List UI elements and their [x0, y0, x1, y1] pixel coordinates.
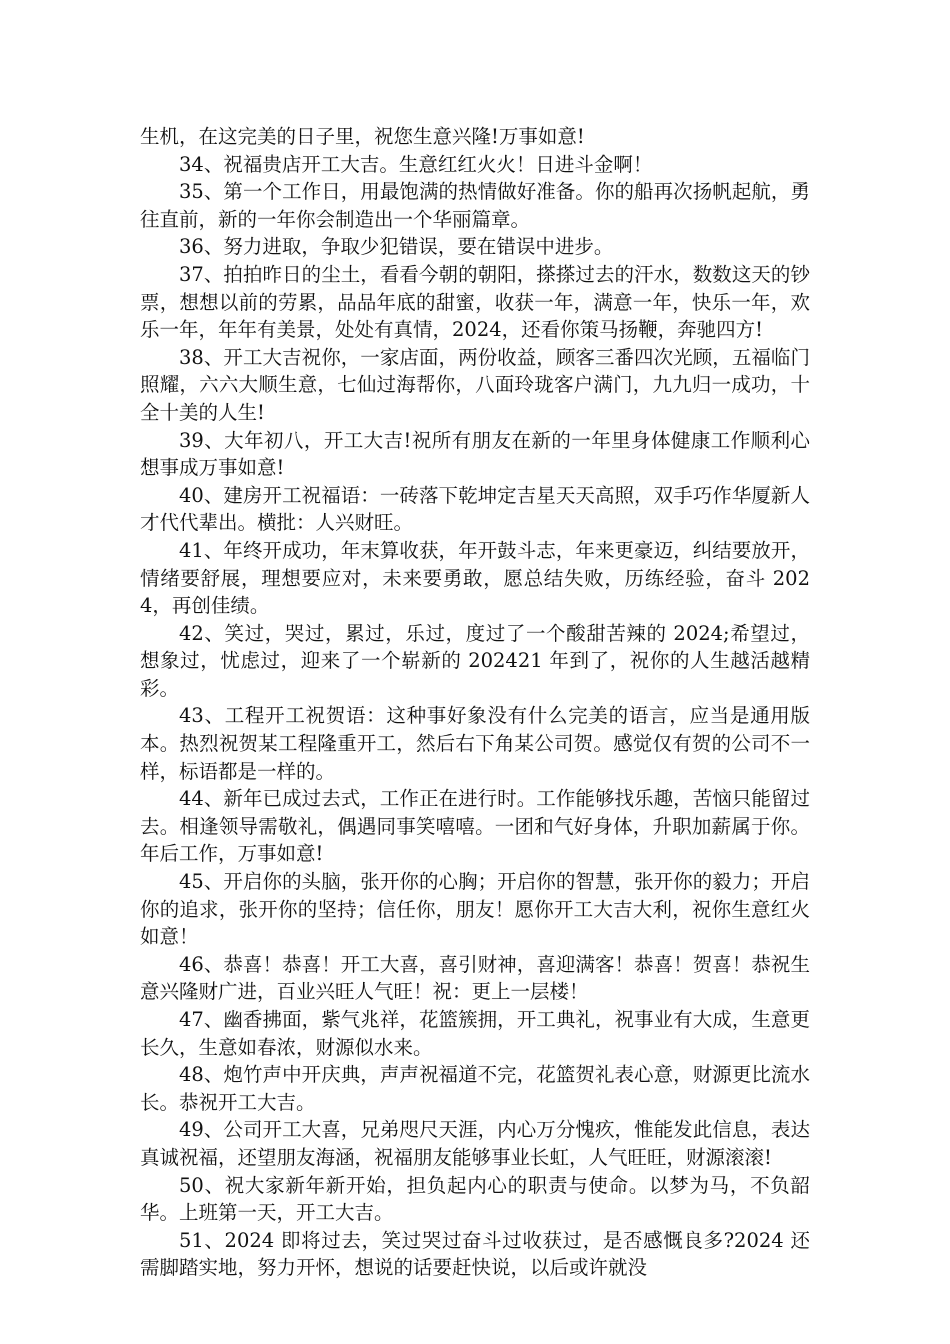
paragraph: 51、2024 即将过去，笑过哭过奋斗过收获过，是否感慨良多?2024 还需脚踏实地，努力开怀，想说的话要赶快说，以后或许就没: [140, 1228, 810, 1280]
paragraph: 44、新年已成过去式，工作正在进行时。工作能够找乐趣，苦恼只能留过去。相逢领导需敬礼，偶遇同事笑嘻嘻。一团和气好身体，升职加薪属于你。年后工作，万事如意!: [140, 787, 810, 866]
paragraph: 生机，在这完美的日子里，祝您生意兴隆!万事如意!: [140, 125, 585, 148]
paragraph: 50、祝大家新年新开始，担负起内心的职责与使命。以梦为马，不负韶华。上班第一天，开工大吉。: [140, 1173, 810, 1225]
paragraph: 49、公司开工大喜，兄弟咫尺天涯，内心万分愧疚，惟能发此信息，表达真诚祝福，还望朋友海涵，祝福朋友能够事业长虹，人气旺旺，财源滚滚!: [140, 1118, 810, 1169]
paragraph: 36、努力进取，争取少犯错误，要在错误中进步。: [179, 235, 614, 259]
paragraph: 39、大年初八，开工大吉!祝所有朋友在新的一年里身体健康工作顺利心想事成万事如意!: [140, 428, 810, 480]
paragraph: 46、恭喜！恭喜！开工大喜，喜引财神，喜迎满客！恭喜！贺喜！恭祝生意兴隆财广进，百业兴旺人气旺！祝：更上一层楼！: [140, 952, 810, 1004]
paragraph: 47、幽香拂面，紫气兆祥，花篮簇拥，开工典礼，祝事业有大成，生意更长久，生意如春浓，财源似水来。: [140, 1008, 810, 1059]
paragraph: 37、拍拍昨日的尘土，看看今朝的朝阳，搽搽过去的汗水，数数这天的钞票，想想以前的劳累，品品年底的甜蜜，收获一年，满意一年，快乐一年，欢乐一年，年年有美景，处处有真情，2024，还看你策马扬鞭，奔驰四方!: [140, 262, 810, 342]
paragraph: 48、炮竹声中开庆典，声声祝福道不完，花篮贺礼表心意，财源更比流水长。恭祝开工大吉。: [140, 1063, 810, 1114]
paragraph: 45、开启你的头脑，张开你的心胸；开启你的智慧，张开你的毅力；开启你的追求，张开你的坚持；信任你，朋友！愿你开工大吉大利，祝你生意红火如意！: [140, 870, 810, 949]
paragraph: 38、开工大吉祝你，一家店面，两份收益，顾客三番四次光顾，五福临门照耀，六六大顺生意，七仙过海帮你，八面玲珑客户满门，九九归一成功，十全十美的人生!: [140, 345, 810, 424]
paragraph: 41、年终开成功，年末算收获，年开鼓斗志，年来更豪迈，纠结要放开，情绪要舒展，理想要应对，未来要勇敢，愿总结失败，历练经验，奋斗 2024，再创佳绩。: [140, 538, 810, 618]
document-body: [140, 123, 810, 1282]
paragraph: 43、工程开工祝贺语：这种事好象没有什么完美的语言，应当是通用版本。热烈祝贺某工程隆重开工，然后右下角某公司贺。感觉仅有贺的公司不一样，标语都是一样的。: [140, 704, 810, 783]
paragraph: 35、第一个工作日，用最饱满的热情做好准备。你的船再次扬帆起航，勇往直前，新的一年你会制造出一个华丽篇章。: [140, 180, 810, 231]
paragraph: 40、建房开工祝福语：一砖落下乾坤定吉星天天高照，双手巧作华厦新人才代代辈出。横批：人兴财旺。: [140, 483, 810, 535]
paragraph: 34、祝福贵店开工大吉。生意红红火火！日进斗金啊！: [179, 152, 653, 176]
paragraph: 42、笑过，哭过，累过，乐过，度过了一个酸甜苦辣的 2024;希望过，想象过，忧虑过，迎来了一个崭新的 202421 年到了，祝你的人生越活越精彩。: [140, 621, 810, 700]
